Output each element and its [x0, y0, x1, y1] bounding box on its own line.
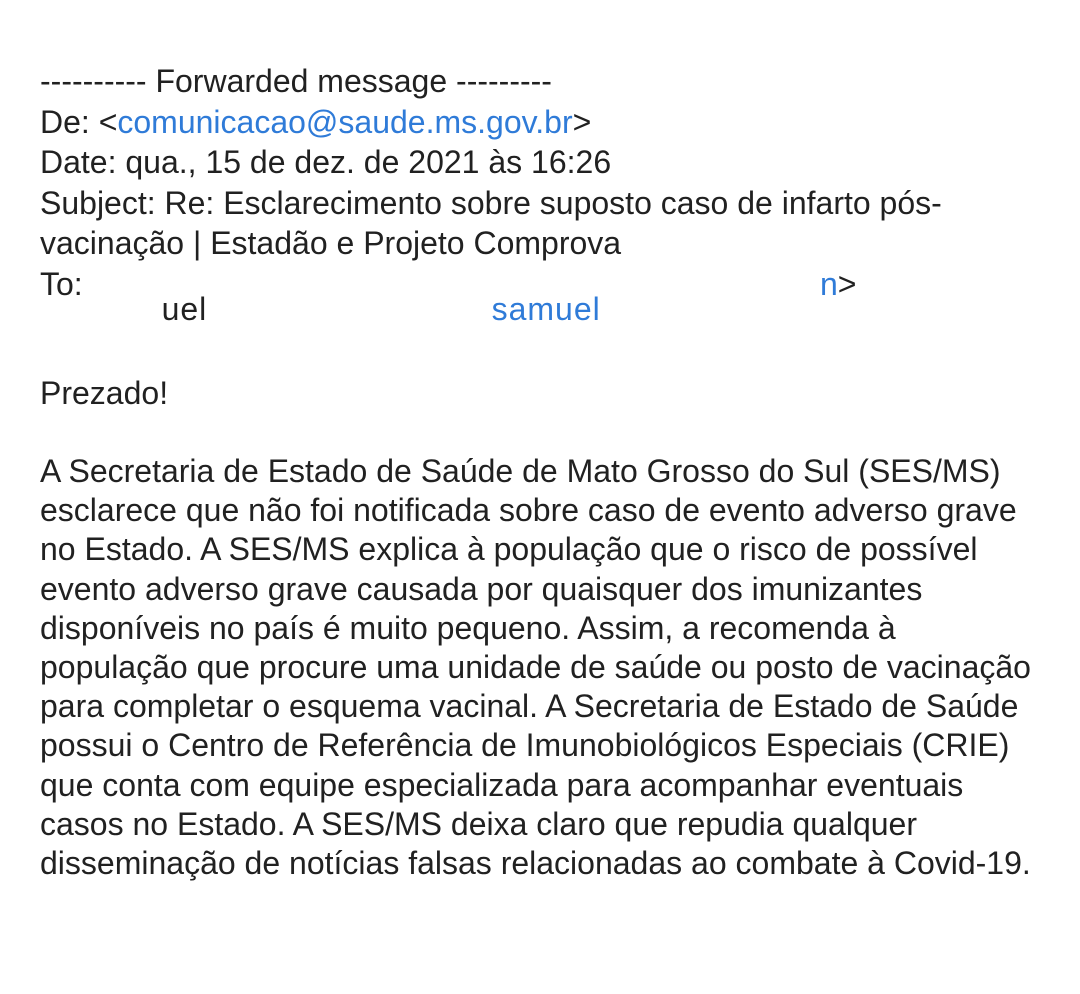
to-email-link-tail[interactable]: n [820, 265, 838, 302]
to-tail [820, 264, 856, 305]
email-view [40, 61, 1050, 883]
forward-header: ---------- Forwarded message --------- [40, 63, 552, 99]
from-email-link[interactable]: comunicacao@saude.ms.gov.br [117, 103, 573, 140]
date-line: Date: qua., 15 de dez. de 2021 às 16:26 [40, 144, 612, 180]
message-body: A Secretaria de Estado de Saúde de Mato Grosso do Sul (SES/MS) esclarece que não foi notificada sobre caso de evento adverso grave no Estado. A SES/MS explica à população que o risco de possível evento adverso grave causada por quaisquer dos imunizantes disponíveis no país é muito pequeno. Assim, a recomenda à população que procure uma unidade de saúde ou posto de vacinação para completar o esquema vacinal. A Secretaria de Estado de Saúde possui o Centro de Referência de Imunobiológicos Especiais (CRIE) que conta com equipe especializada para acompanhar eventuais casos no Estado. A SES/MS deixa claro que repudia qualquer disseminação de notícias falsas relacionadas ao combate à Covid-19. [40, 453, 1031, 882]
redacted-name-fragment: uel [161, 291, 208, 327]
to-label: To: [40, 265, 83, 302]
to-line [40, 264, 1050, 327]
from-line [40, 102, 1050, 143]
redacted-email-fragment: samuel [491, 291, 601, 327]
from-close: > [572, 103, 592, 140]
redacted-recipient [92, 264, 872, 327]
subject-line: Subject: Re: Esclarecimento sobre suposto caso de infarto pós-vacinação | Estadão e Projeto Comprova [40, 184, 942, 261]
greeting: Prezado! [40, 374, 169, 411]
to-close: > [837, 265, 857, 302]
from-label: De: < [40, 103, 118, 140]
